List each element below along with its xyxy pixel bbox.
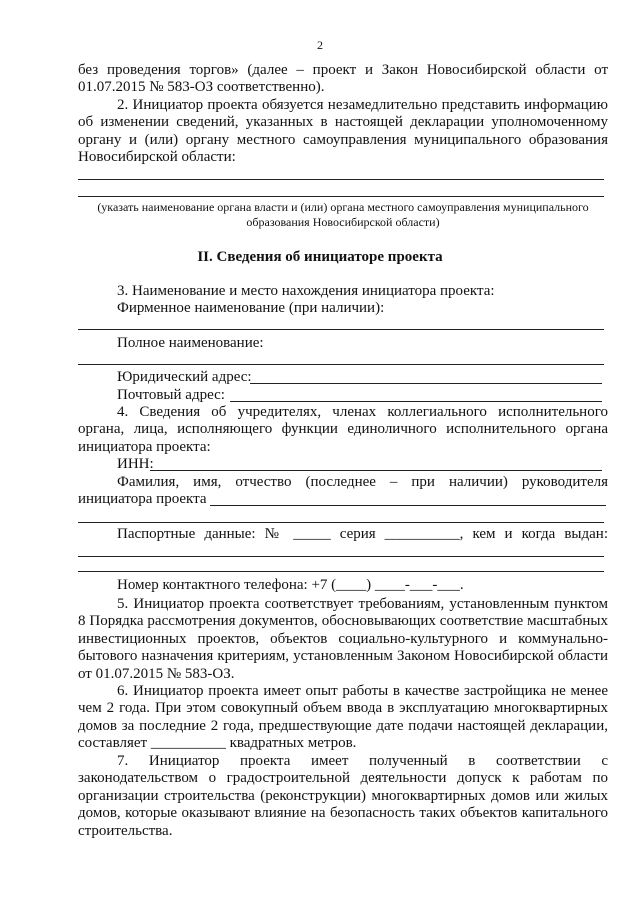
firm-name-field[interactable] — [78, 329, 604, 330]
passport-field-1[interactable] — [78, 556, 604, 557]
fill-line — [78, 196, 604, 197]
full-name-label: Полное наименование: — [117, 335, 264, 351]
legal-address-field[interactable] — [250, 383, 602, 384]
fill-line — [78, 179, 604, 180]
paragraph-item-7: 7. Инициатор проекта имеет полученный в соответствии с законодательством о градостроительной деятельности допуск к работам по организации строительства (реконструкции) многоквартирных домов или жилых домов, которые оказывают влияние на безопасность таких объектов капитального строительства. — [78, 753, 608, 839]
postal-address-field[interactable] — [230, 401, 602, 402]
paragraph-item-2: 2. Инициатор проекта обязуется незамедлительно представить информацию об изменении сведений, указанных в настоящей декларации уполномоченному органу и (или) органу местного самоуправления муниципального образования Новосибирской области: — [78, 97, 608, 166]
paragraph-item-5: 5. Инициатор проекта соответствует требованиям, установленным пунктом 8 Порядка рассмотрения документов, обосновывающих соответствие масштабных инвестиционных проектов, объектов социально-культурного и коммунально-бытового назначения критериям, установленным Законом Новосибирской области от 01.07.2015 № 583-ОЗ. — [78, 596, 608, 682]
paragraph-item-4: 4. Сведения об учредителях, членах коллегиального исполнительного органа, лица, исполняющего функции единоличного исполнительного органа инициатора проекта: — [78, 404, 608, 455]
legal-address-label: Юридический адрес: — [117, 369, 252, 385]
head-name-field-2[interactable] — [78, 522, 604, 523]
inn-field[interactable] — [150, 470, 602, 471]
phone-label: Номер контактного телефона: +7 (____) ____-___-___. — [117, 577, 464, 593]
postal-address-label: Почтовый адрес: — [117, 387, 225, 403]
head-name-label: Фамилия, имя, отчество (последнее – при наличии) руководителя инициатора проекта — [78, 474, 608, 508]
full-name-field[interactable] — [78, 364, 604, 365]
paragraph-item-6: 6. Инициатор проекта имеет опыт работы в качестве застройщика не менее чем 2 года. При этом совокупный объем ввода в эксплуатацию многоквартирных домов за последние 2 года, предшествующие дате подачи настоящей декларации, составляет __________ квадратных метров. — [78, 683, 608, 752]
passport-field-2[interactable] — [78, 571, 604, 572]
head-name-field-1[interactable] — [210, 505, 606, 506]
section-title: II. Сведения об инициаторе проекта — [197, 249, 443, 265]
field-caption: (указать наименование органа власти и (или) органа местного самоуправления муниципального образования Новосибирской области) — [97, 200, 589, 229]
passport-label: Паспортные данные: № _____ серия __________, кем и когда выдан: — [117, 526, 608, 542]
item-3-heading: 3. Наименование и место нахождения инициатора проекта: — [117, 283, 495, 299]
page-number: 2 — [317, 38, 323, 52]
firm-name-label: Фирменное наименование (при наличии): — [117, 300, 385, 316]
inn-label: ИНН: — [117, 456, 154, 472]
paragraph-continuation: без проведения торгов» (далее – проект и Закон Новосибирской области от 01.07.2015 № 583-ОЗ соответственно). — [78, 62, 608, 96]
